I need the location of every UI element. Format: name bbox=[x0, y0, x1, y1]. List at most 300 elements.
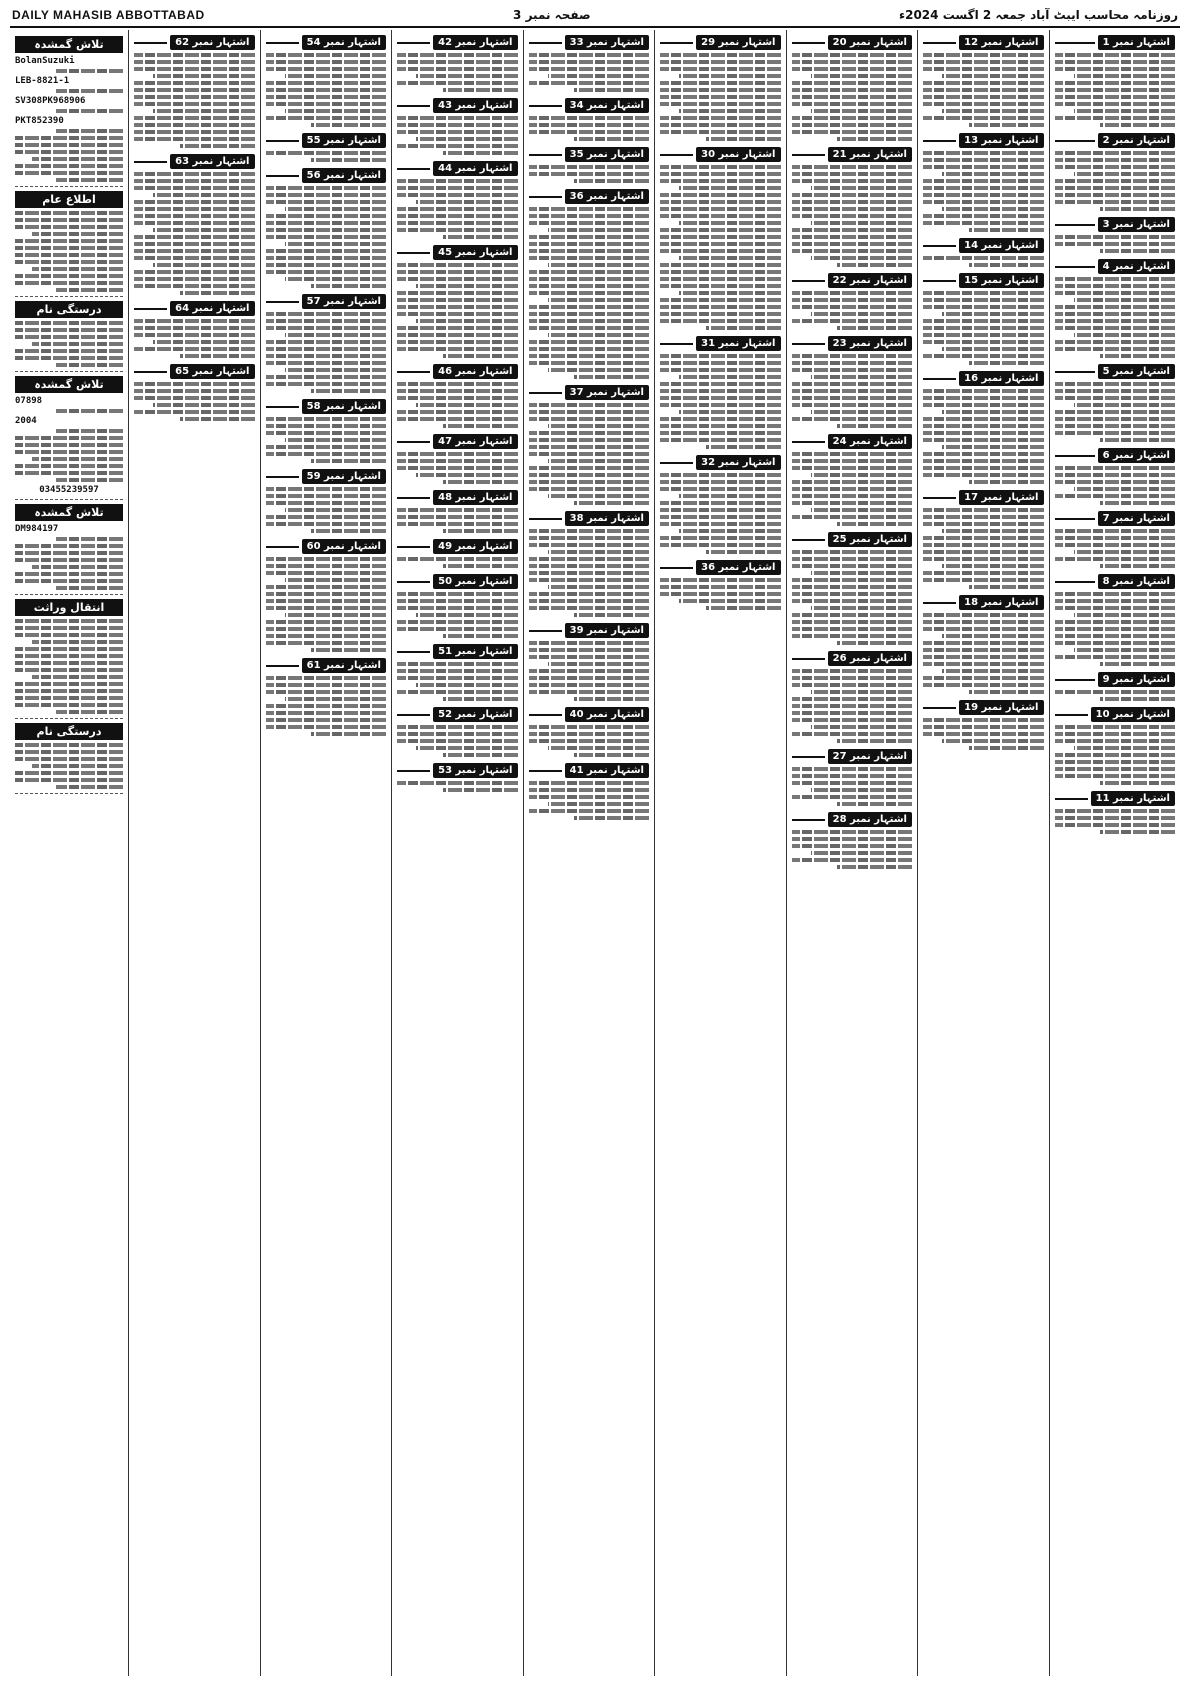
text-line bbox=[397, 515, 518, 519]
ad-header-rule bbox=[266, 476, 299, 478]
text-line bbox=[134, 214, 255, 218]
classified-ad bbox=[529, 623, 650, 701]
text-line bbox=[923, 88, 1044, 92]
text-line bbox=[1055, 767, 1176, 771]
text-line bbox=[660, 592, 781, 596]
text-line bbox=[397, 116, 518, 120]
text-line bbox=[923, 186, 1044, 190]
ad-header-rule bbox=[660, 567, 693, 569]
text-line bbox=[792, 599, 913, 603]
text-line bbox=[397, 291, 518, 295]
ad-number-label: اشتہار نمبر 4 bbox=[1098, 259, 1175, 274]
text-line bbox=[792, 242, 913, 246]
text-line bbox=[443, 529, 518, 533]
text-line bbox=[529, 669, 650, 673]
text-line bbox=[529, 648, 650, 652]
text-line bbox=[660, 389, 781, 393]
ad-number-label: اشتہار نمبر 26 bbox=[828, 651, 912, 666]
ad-number-label: اشتہار نمبر 20 bbox=[828, 35, 912, 50]
ad-header bbox=[266, 168, 387, 183]
ad-header bbox=[1055, 259, 1176, 274]
ad-header bbox=[397, 539, 518, 554]
text-line bbox=[792, 88, 913, 92]
text-line bbox=[134, 81, 255, 85]
ad-column bbox=[128, 30, 260, 1676]
ad-header bbox=[923, 35, 1044, 50]
text-line bbox=[1055, 641, 1176, 645]
text-line bbox=[1074, 298, 1175, 302]
text-line bbox=[548, 228, 649, 232]
ad-number-label: اشتہار نمبر 60 bbox=[302, 539, 386, 554]
text-line bbox=[923, 60, 1044, 64]
text-line bbox=[529, 291, 650, 295]
text-line bbox=[266, 522, 387, 526]
text-line bbox=[660, 508, 781, 512]
text-line bbox=[792, 319, 913, 323]
text-line bbox=[1074, 487, 1175, 491]
text-line bbox=[529, 473, 650, 477]
text-line bbox=[134, 333, 255, 337]
text-line bbox=[397, 228, 518, 232]
text-line bbox=[15, 572, 123, 576]
text-line bbox=[792, 669, 913, 673]
text-line bbox=[923, 354, 1044, 358]
text-line bbox=[548, 298, 649, 302]
ad-header-rule bbox=[1055, 266, 1095, 268]
text-line bbox=[397, 214, 518, 218]
text-line bbox=[969, 123, 1044, 127]
text-line bbox=[397, 53, 518, 57]
text-line bbox=[15, 281, 123, 285]
notice-divider bbox=[15, 718, 123, 719]
ad-header-rule bbox=[923, 497, 956, 499]
ad-number-label: اشتہار نمبر 17 bbox=[959, 490, 1043, 505]
ad-header-rule bbox=[529, 42, 562, 44]
text-line bbox=[134, 116, 255, 120]
text-line bbox=[679, 494, 780, 498]
text-line bbox=[1055, 816, 1176, 820]
ad-number-label: اشتہار نمبر 8 bbox=[1098, 574, 1175, 589]
ad-header bbox=[792, 336, 913, 351]
classified-ad bbox=[397, 35, 518, 92]
text-line bbox=[266, 725, 387, 729]
ad-header-rule bbox=[397, 42, 430, 44]
notice-body bbox=[15, 619, 123, 714]
text-line bbox=[792, 634, 913, 638]
ad-number-label: اشتہار نمبر 49 bbox=[433, 539, 517, 554]
text-line bbox=[266, 235, 387, 239]
classified-ad bbox=[792, 147, 913, 267]
text-line bbox=[15, 551, 123, 555]
ad-header-rule bbox=[397, 714, 430, 716]
text-line bbox=[923, 473, 1044, 477]
text-line bbox=[1055, 536, 1176, 540]
classified-ad bbox=[1055, 364, 1176, 442]
text-line bbox=[153, 109, 254, 113]
text-line bbox=[811, 74, 912, 78]
ad-number-label: اشتہار نمبر 10 bbox=[1091, 707, 1175, 722]
text-line bbox=[15, 450, 123, 454]
text-line bbox=[1055, 417, 1176, 421]
text-line bbox=[660, 172, 781, 176]
text-line bbox=[134, 179, 255, 183]
text-line bbox=[56, 478, 123, 482]
ad-number-label: اشتہار نمبر 57 bbox=[302, 294, 386, 309]
text-line bbox=[660, 284, 781, 288]
text-line bbox=[266, 620, 387, 624]
text-line bbox=[397, 340, 518, 344]
text-line bbox=[397, 193, 518, 197]
text-line bbox=[134, 130, 255, 134]
ad-number-label: اشتہار نمبر 18 bbox=[959, 595, 1043, 610]
text-line bbox=[15, 328, 123, 332]
ad-header bbox=[134, 364, 255, 379]
text-line bbox=[923, 403, 1044, 407]
text-line bbox=[792, 116, 913, 120]
text-line bbox=[792, 613, 913, 617]
text-line bbox=[134, 60, 255, 64]
text-line bbox=[180, 144, 255, 148]
text-line bbox=[660, 431, 781, 435]
page-number: صفحہ نمبر 3 bbox=[513, 8, 591, 22]
text-line bbox=[837, 522, 912, 526]
ad-number-label: اشتہار نمبر 30 bbox=[696, 147, 780, 162]
text-line bbox=[811, 473, 912, 477]
text-line bbox=[266, 116, 387, 120]
ad-number-label: اشتہار نمبر 27 bbox=[828, 749, 912, 764]
text-line bbox=[416, 613, 517, 617]
ad-number-label: اشتہار نمبر 38 bbox=[565, 511, 649, 526]
text-line bbox=[397, 207, 518, 211]
text-line bbox=[792, 466, 913, 470]
text-line bbox=[923, 508, 1044, 512]
notice-title: تلاش گمشدہ bbox=[15, 504, 123, 521]
text-line bbox=[969, 228, 1044, 232]
text-line bbox=[548, 550, 649, 554]
classified-ad bbox=[397, 644, 518, 701]
text-line bbox=[529, 53, 650, 57]
ad-number-label: اشتہار نمبر 15 bbox=[959, 273, 1043, 288]
ad-header-rule bbox=[792, 819, 825, 821]
classified-ad bbox=[529, 35, 650, 92]
text-line bbox=[266, 585, 387, 589]
text-line bbox=[529, 410, 650, 414]
text-line bbox=[792, 564, 913, 568]
ad-header bbox=[134, 154, 255, 169]
text-line bbox=[811, 571, 912, 575]
text-line bbox=[942, 529, 1043, 533]
text-line bbox=[942, 410, 1043, 414]
text-line bbox=[529, 578, 650, 582]
classified-ad bbox=[134, 154, 255, 295]
text-line bbox=[266, 452, 387, 456]
text-line bbox=[837, 865, 912, 869]
text-line bbox=[311, 389, 386, 393]
ad-header bbox=[266, 35, 387, 50]
text-line bbox=[32, 565, 123, 569]
text-line bbox=[397, 382, 518, 386]
text-line bbox=[266, 599, 387, 603]
notice-divider bbox=[15, 296, 123, 297]
text-line bbox=[266, 634, 387, 638]
text-line bbox=[969, 746, 1044, 750]
text-line bbox=[266, 270, 387, 274]
text-line bbox=[266, 228, 387, 232]
text-line bbox=[397, 690, 518, 694]
text-line bbox=[15, 335, 123, 339]
classified-ad bbox=[792, 651, 913, 743]
ad-header-rule bbox=[923, 378, 956, 380]
ad-header-rule bbox=[397, 546, 430, 548]
text-line bbox=[969, 361, 1044, 365]
ad-number-label: اشتہار نمبر 12 bbox=[959, 35, 1043, 50]
text-line bbox=[134, 53, 255, 57]
text-line bbox=[660, 354, 781, 358]
text-line bbox=[792, 102, 913, 106]
text-line bbox=[660, 403, 781, 407]
text-line bbox=[529, 361, 650, 365]
text-line bbox=[134, 270, 255, 274]
text-line bbox=[529, 683, 650, 687]
text-line bbox=[416, 319, 517, 323]
text-line bbox=[529, 312, 650, 316]
text-line bbox=[837, 424, 912, 428]
ad-header bbox=[1055, 364, 1176, 379]
text-line bbox=[529, 438, 650, 442]
notice-body bbox=[15, 524, 123, 590]
text-line bbox=[266, 214, 387, 218]
text-line bbox=[1055, 165, 1176, 169]
classified-ad bbox=[266, 294, 387, 393]
text-line bbox=[548, 662, 649, 666]
text-line bbox=[56, 129, 123, 133]
text-line bbox=[923, 291, 1044, 295]
text-line bbox=[923, 326, 1044, 330]
text-line bbox=[1055, 158, 1176, 162]
ad-header bbox=[266, 539, 387, 554]
text-line bbox=[1055, 725, 1176, 729]
classified-ad bbox=[923, 35, 1044, 127]
text-line bbox=[266, 249, 387, 253]
ad-header bbox=[660, 560, 781, 575]
ad-header bbox=[1055, 217, 1176, 232]
notice-title: تلاش گمشدہ bbox=[15, 376, 123, 393]
ad-number-label: اشتہار نمبر 41 bbox=[565, 763, 649, 778]
text-line bbox=[574, 375, 649, 379]
notice-code: PKT852390 bbox=[15, 116, 64, 126]
text-line bbox=[923, 718, 1044, 722]
text-line bbox=[397, 410, 518, 414]
text-line bbox=[660, 417, 781, 421]
text-line bbox=[266, 487, 387, 491]
text-line bbox=[15, 356, 123, 360]
text-line bbox=[529, 354, 650, 358]
text-line bbox=[285, 109, 386, 113]
text-line bbox=[529, 277, 650, 281]
text-line bbox=[134, 256, 255, 260]
text-line bbox=[134, 389, 255, 393]
text-line bbox=[397, 725, 518, 729]
ad-number-label: اشتہار نمبر 62 bbox=[170, 35, 254, 50]
classified-ad bbox=[529, 707, 650, 757]
text-line bbox=[811, 186, 912, 190]
ad-header-rule bbox=[397, 651, 430, 653]
text-line bbox=[1055, 620, 1176, 624]
text-line bbox=[266, 221, 387, 225]
text-line bbox=[660, 277, 781, 281]
text-line bbox=[180, 291, 255, 295]
text-line bbox=[266, 515, 387, 519]
ad-number-label: اشتہار نمبر 36 bbox=[696, 560, 780, 575]
ad-header bbox=[923, 595, 1044, 610]
text-line bbox=[529, 739, 650, 743]
text-line bbox=[969, 585, 1044, 589]
ad-header-rule bbox=[134, 371, 167, 373]
text-line bbox=[548, 74, 649, 78]
text-line bbox=[266, 186, 387, 190]
ad-header bbox=[529, 385, 650, 400]
text-line bbox=[266, 445, 387, 449]
notice-code: BolanSuzuki bbox=[15, 56, 75, 66]
classified-ad bbox=[397, 763, 518, 792]
classified-ad bbox=[134, 35, 255, 148]
ad-number-label: اشتہار نمبر 22 bbox=[828, 273, 912, 288]
text-line bbox=[660, 305, 781, 309]
ad-header bbox=[923, 133, 1044, 148]
ad-number-label: اشتہار نمبر 24 bbox=[828, 434, 912, 449]
text-line bbox=[660, 88, 781, 92]
ad-header bbox=[266, 294, 387, 309]
text-line bbox=[15, 260, 123, 264]
text-line bbox=[266, 81, 387, 85]
text-line bbox=[416, 74, 517, 78]
text-line bbox=[660, 67, 781, 71]
ad-header-rule bbox=[923, 140, 956, 142]
text-line bbox=[397, 326, 518, 330]
text-line bbox=[266, 564, 387, 568]
text-line bbox=[660, 361, 781, 365]
text-line bbox=[660, 102, 781, 106]
ad-header-rule bbox=[660, 343, 693, 345]
text-line bbox=[923, 662, 1044, 666]
ad-header bbox=[1055, 707, 1176, 722]
classified-ad bbox=[397, 434, 518, 484]
text-line bbox=[15, 211, 123, 215]
text-line bbox=[266, 95, 387, 99]
text-line bbox=[660, 81, 781, 85]
text-line bbox=[660, 165, 781, 169]
ad-header-rule bbox=[923, 280, 956, 282]
text-line bbox=[1074, 648, 1175, 652]
text-line bbox=[15, 239, 123, 243]
ad-header bbox=[792, 434, 913, 449]
text-line bbox=[15, 218, 123, 222]
text-line bbox=[1055, 809, 1176, 813]
text-line bbox=[134, 221, 255, 225]
text-line bbox=[529, 543, 650, 547]
text-line bbox=[56, 409, 123, 413]
text-line bbox=[134, 102, 255, 106]
text-line bbox=[397, 221, 518, 225]
notice-body bbox=[15, 743, 123, 789]
text-line bbox=[266, 711, 387, 715]
text-line bbox=[134, 277, 255, 281]
text-line bbox=[153, 403, 254, 407]
text-line bbox=[397, 130, 518, 134]
text-line bbox=[15, 274, 123, 278]
text-line bbox=[923, 102, 1044, 106]
text-line bbox=[660, 543, 781, 547]
text-line bbox=[660, 424, 781, 428]
text-line bbox=[529, 732, 650, 736]
text-line bbox=[792, 494, 913, 498]
text-line bbox=[15, 471, 123, 475]
classified-ad bbox=[1055, 448, 1176, 505]
ad-header-rule bbox=[660, 154, 693, 156]
text-line bbox=[792, 60, 913, 64]
text-line bbox=[1055, 291, 1176, 295]
text-line bbox=[1055, 382, 1176, 386]
text-line bbox=[679, 410, 780, 414]
text-line bbox=[285, 242, 386, 246]
text-line bbox=[660, 515, 781, 519]
text-line bbox=[134, 249, 255, 253]
text-line bbox=[1100, 564, 1175, 568]
ad-number-label: اشتہار نمبر 16 bbox=[959, 371, 1043, 386]
text-line bbox=[285, 697, 386, 701]
text-line bbox=[416, 284, 517, 288]
text-line bbox=[15, 703, 123, 707]
text-line bbox=[1055, 529, 1176, 533]
text-line bbox=[792, 354, 913, 358]
text-line bbox=[15, 443, 123, 447]
ad-number-label: اشتہار نمبر 29 bbox=[696, 35, 780, 50]
ad-number-label: اشتہار نمبر 33 bbox=[565, 35, 649, 50]
text-line bbox=[1055, 277, 1176, 281]
text-line bbox=[660, 179, 781, 183]
text-line bbox=[15, 579, 123, 583]
text-line bbox=[266, 67, 387, 71]
text-line bbox=[706, 445, 781, 449]
text-line bbox=[923, 389, 1044, 393]
text-line bbox=[1100, 354, 1175, 358]
text-line bbox=[792, 207, 913, 211]
classified-ad bbox=[660, 147, 781, 330]
text-line bbox=[1100, 830, 1175, 834]
text-line bbox=[548, 746, 649, 750]
text-line bbox=[32, 764, 123, 768]
ad-number-label: اشتہار نمبر 59 bbox=[302, 469, 386, 484]
text-line bbox=[792, 501, 913, 505]
classified-ad bbox=[792, 532, 913, 645]
text-line bbox=[923, 67, 1044, 71]
ad-number-label: اشتہار نمبر 56 bbox=[302, 168, 386, 183]
ad-number-label: اشتہار نمبر 64 bbox=[170, 301, 254, 316]
text-line bbox=[134, 319, 255, 323]
notice-body bbox=[15, 321, 123, 367]
ad-number-label: اشتہار نمبر 63 bbox=[170, 154, 254, 169]
ad-header-rule bbox=[792, 658, 825, 660]
text-line bbox=[1055, 606, 1176, 610]
text-line bbox=[1100, 662, 1175, 666]
classified-ad bbox=[529, 763, 650, 820]
text-line bbox=[134, 242, 255, 246]
ad-number-label: اشتہار نمبر 40 bbox=[565, 707, 649, 722]
ad-header bbox=[529, 147, 650, 162]
ad-header bbox=[134, 35, 255, 50]
ad-header-rule bbox=[397, 105, 430, 107]
ad-number-label: اشتہار نمبر 28 bbox=[828, 812, 912, 827]
